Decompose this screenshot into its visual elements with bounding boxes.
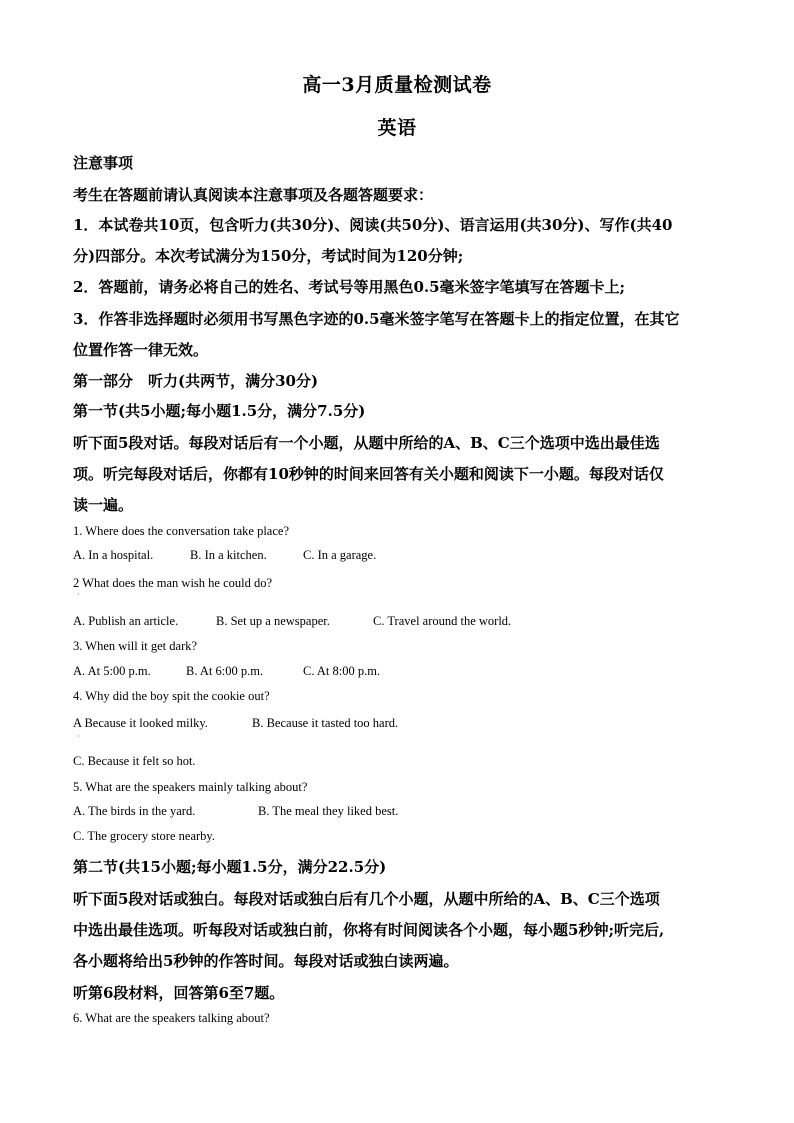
- section2-instructions: 中选出最佳选项。听每段对话或独白前，你将有时间阅读各个小题，每小题5秒钟;听完后,: [73, 921, 665, 939]
- subject-title: 英语: [377, 117, 417, 139]
- option-a: A. The birds in the yard.: [73, 804, 196, 818]
- option-a: A Because it looked milky.: [73, 716, 208, 730]
- option-a: A. Publish an article.: [73, 614, 179, 628]
- section2-instructions: 听下面5段对话或独白。每段对话或独白后有几个小题，从题中所给的A、B、C三个选项: [73, 890, 660, 908]
- option-c: C. Travel around the world.: [373, 614, 512, 628]
- option-c: C. At 8:00 p.m.: [303, 664, 381, 678]
- option-b: B. The meal they liked best.: [258, 804, 399, 818]
- notice-item: 3．作答非选择题时必须用书写黑色字迹的0.5毫米签字笔写在答题卡上的指定位置，在其它: [73, 310, 680, 328]
- option-b: B. In a kitchen.: [190, 548, 267, 562]
- question-3: 3. When will it get dark?: [73, 639, 198, 653]
- option-a: A. At 5:00 p.m.: [73, 664, 151, 678]
- section1-instructions: 读一遍。: [73, 496, 134, 514]
- question-4: 4. Why did the boy spit the cookie out?: [73, 689, 270, 703]
- section1-instructions: 项。听完每段对话后，你都有10秒钟的时间来回答有关小题和阅读下一小题。每段对话仅: [73, 465, 664, 483]
- option-b: B. Because it tasted too hard.: [252, 716, 399, 730]
- stray-mark: ·: [77, 590, 80, 599]
- option-c: C. The grocery store nearby.: [73, 829, 215, 843]
- section2-instructions: 各小题将给出5秒钟的作答时间。每段对话或独白读两遍。: [73, 952, 459, 970]
- notice-item: 1．本试卷共10页，包含听力(共30分)、阅读(共50分)、语言运用(共30分)、写作(共40: [73, 216, 673, 234]
- section1-heading: 第一节(共5小题;每小题1.5分，满分7.5分): [73, 402, 366, 420]
- notice-heading: 注意事项: [73, 154, 134, 172]
- option-c: C. In a garage.: [303, 548, 377, 562]
- notice-item: 2．答题前，请务必将自己的姓名、考试号等用黑色0.5毫米签字笔填写在答题卡上;: [73, 278, 626, 296]
- section2-heading: 第二节(共15小题;每小题1.5分，满分22.5分): [73, 858, 387, 876]
- notice-item: 位置作答一律无效。: [73, 341, 209, 359]
- option-c: C. Because it felt so hot.: [73, 754, 196, 768]
- part1-heading: 第一部分 听力(共两节，满分30分): [73, 372, 319, 390]
- option-b: B. Set up a newspaper.: [216, 614, 330, 628]
- material6-heading: 听第6段材料，回答第6至7题。: [73, 984, 285, 1002]
- notice-intro: 考生在答题前请认真阅读本注意事项及各题答题要求：: [73, 186, 434, 204]
- exam-title: 高一3月质量检测试卷: [302, 74, 492, 96]
- notice-item: 分)四部分。本次考试满分为150分，考试时间为120分钟;: [73, 247, 464, 265]
- section1-instructions: 听下面5段对话。每段对话后有一个小题，从题中所给的A、B、C三个选项中选出最佳选: [73, 434, 660, 452]
- question-5: 5. What are the speakers mainly talking about?: [73, 780, 308, 794]
- option-a: A. In a hospital.: [73, 548, 154, 562]
- stray-mark: ·: [77, 732, 80, 741]
- question-1: 1. Where does the conversation take place?: [73, 524, 289, 538]
- option-b: B. At 6:00 p.m.: [186, 664, 264, 678]
- question-2: 2 What does the man wish he could do?: [73, 576, 273, 590]
- question-6: 6. What are the speakers talking about?: [73, 1011, 270, 1025]
